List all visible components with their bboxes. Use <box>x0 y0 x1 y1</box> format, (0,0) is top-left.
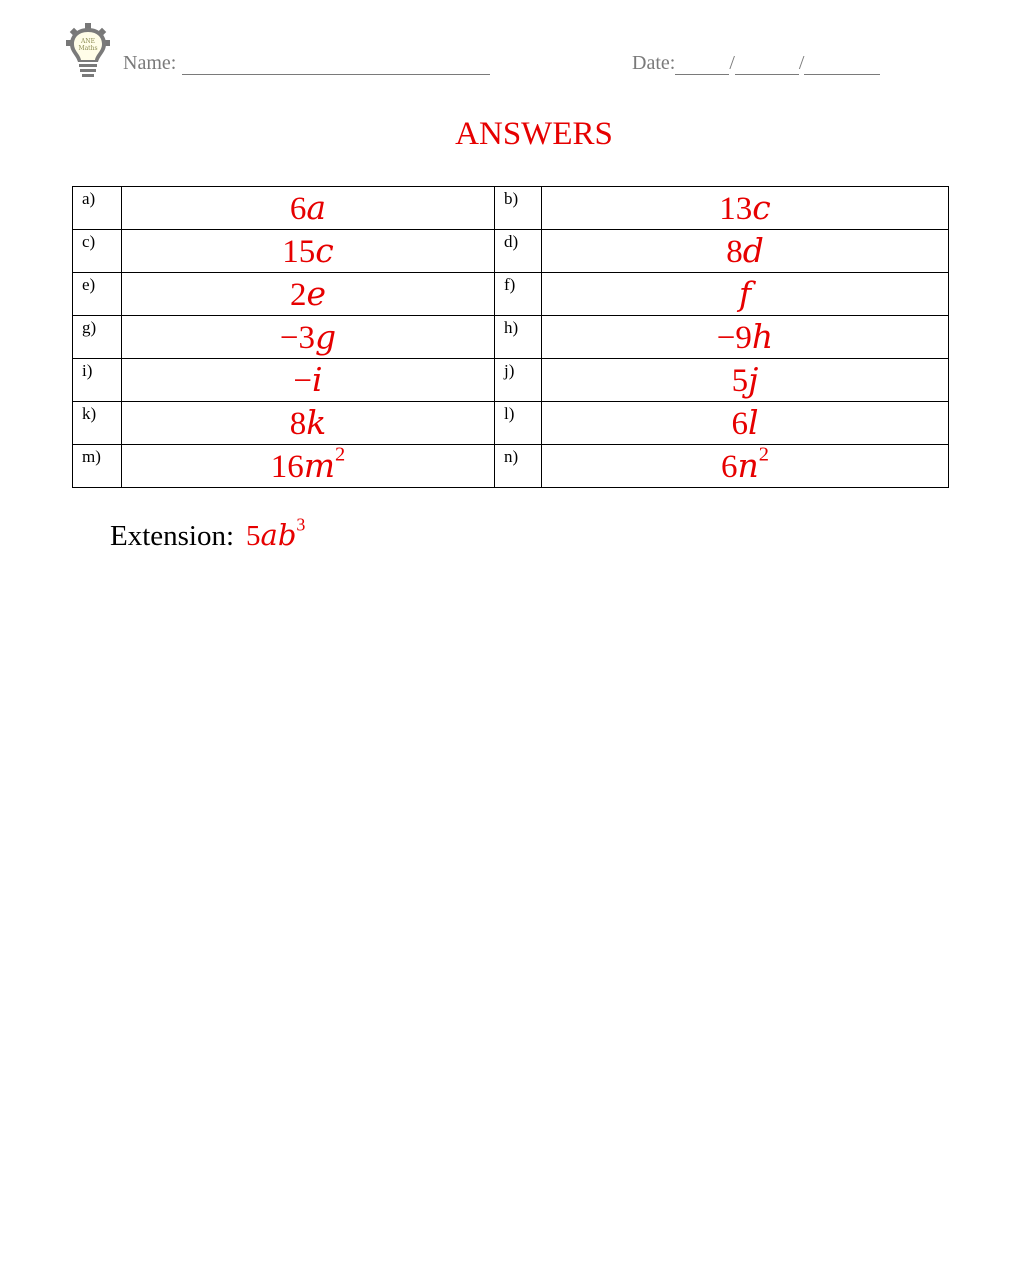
extension-label: Extension: <box>110 520 235 552</box>
question-label: a) <box>73 187 122 230</box>
answer-exp: 2 <box>335 443 346 466</box>
svg-text:ANE: ANE <box>81 38 95 45</box>
answer-var: m <box>303 445 336 485</box>
answer-cell <box>542 273 949 316</box>
question-label: c) <box>73 230 122 273</box>
answer-coef: 6 <box>731 405 748 442</box>
answer-row <box>73 230 949 273</box>
name-blank-line[interactable] <box>182 54 490 75</box>
page-title: ANSWERS <box>455 116 613 152</box>
answer-coef: − <box>293 362 313 399</box>
answer-cell <box>122 402 495 445</box>
date-year-blank[interactable] <box>804 54 880 75</box>
lightbulb-logo-icon <box>64 22 112 82</box>
answer-row <box>73 359 949 402</box>
answer-var: j <box>748 359 759 399</box>
answer-row <box>73 273 949 316</box>
answer-var: i <box>312 359 323 399</box>
answer-coef: 8 <box>726 233 743 270</box>
answer-var: d <box>742 230 764 270</box>
name-field[interactable] <box>123 52 490 75</box>
question-label: d) <box>495 230 542 273</box>
date-month-blank[interactable] <box>735 54 799 75</box>
answer-cell <box>542 316 949 359</box>
answer-coef: −9 <box>716 319 752 356</box>
extension-coef: 5 <box>246 520 261 552</box>
answer-var: g <box>315 316 337 356</box>
answer-row <box>73 187 949 230</box>
answer-coef: 6 <box>289 190 307 227</box>
answer-cell <box>122 187 495 230</box>
question-label: e) <box>73 273 122 316</box>
answer-cell <box>122 359 495 402</box>
answer-coef: −3 <box>279 319 315 356</box>
answer-cell <box>122 316 495 359</box>
answer-row <box>73 402 949 445</box>
answer-cell <box>542 402 949 445</box>
date-field[interactable] <box>632 52 880 75</box>
answer-cell <box>542 359 949 402</box>
name-label: Name: <box>123 52 177 74</box>
answer-coef: 13 <box>719 190 753 227</box>
answer-cell <box>542 445 949 488</box>
date-day-blank[interactable] <box>675 54 729 75</box>
answer-coef: 6 <box>721 448 738 485</box>
answer-row <box>73 316 949 359</box>
answer-coef: 2 <box>289 276 307 313</box>
question-label: b) <box>495 187 542 230</box>
answer-var: a <box>306 187 327 227</box>
answer-var: c <box>752 187 771 227</box>
answer-coef: 15 <box>282 233 316 270</box>
answer-var: h <box>751 316 774 356</box>
answer-row <box>73 445 949 488</box>
question-label: k) <box>73 402 122 445</box>
extension-var: ab <box>260 518 297 552</box>
svg-text:Maths: Maths <box>78 45 98 52</box>
answer-coef: 8 <box>289 405 307 442</box>
question-label: n) <box>495 445 542 488</box>
question-label: h) <box>495 316 542 359</box>
extension-answer <box>246 514 306 552</box>
question-label: f) <box>495 273 542 316</box>
answer-var: n <box>737 445 759 485</box>
date-separator: / <box>798 52 805 74</box>
answer-var: c <box>315 230 334 270</box>
extension <box>110 514 306 553</box>
answer-var: k <box>306 402 327 442</box>
answer-var: f <box>738 273 752 313</box>
answer-cell <box>122 445 495 488</box>
date-label: Date: <box>632 52 676 74</box>
answer-coef: 5 <box>731 362 749 399</box>
answer-exp: 2 <box>758 443 769 466</box>
question-label: m) <box>73 445 122 488</box>
date-separator: / <box>729 52 735 74</box>
question-label: i) <box>73 359 122 402</box>
answer-var: e <box>306 273 327 313</box>
question-label: l) <box>495 402 542 445</box>
answer-cell <box>542 187 949 230</box>
answer-coef: 16 <box>270 448 304 485</box>
answer-cell <box>122 230 495 273</box>
extension-exp: 3 <box>296 514 306 535</box>
answer-cell <box>122 273 495 316</box>
answer-var: l <box>747 402 759 442</box>
question-label: j) <box>495 359 542 402</box>
answers-table <box>72 186 949 488</box>
answer-cell <box>542 230 949 273</box>
question-label: g) <box>73 316 122 359</box>
